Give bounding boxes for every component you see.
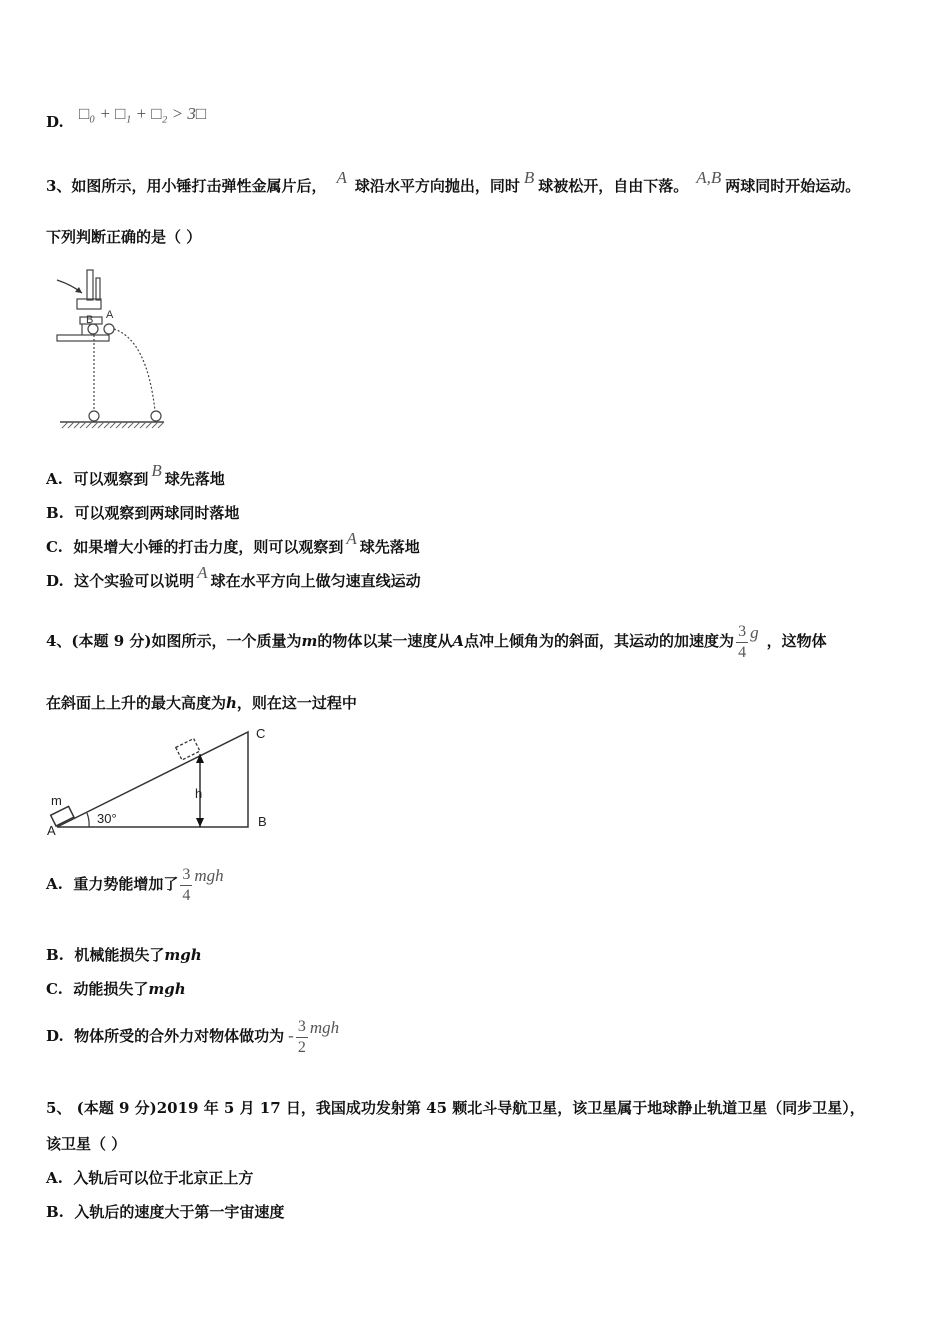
projectile-apparatus-figure: [52, 265, 167, 435]
fraction-3-4: $\frac{3}{4}$: [738, 622, 747, 661]
q3-stem-line2: 下列判断正确的是（ ）: [46, 228, 202, 246]
q4-option-b[interactable]: B. 机械能损失了mgh: [46, 946, 202, 964]
ball-a: [104, 324, 114, 334]
label-c: C: [256, 726, 266, 741]
q3-option-a[interactable]: A. 可以观察到 B 球先落地: [46, 461, 225, 488]
q4-option-d[interactable]: D. 物体所受的合外力对物体做功为 - $\frac{3}{2}$ mgh: [46, 1017, 340, 1056]
incline-triangle: [57, 732, 248, 827]
formula: □₀ + □₁ + □₂ > 3□: [78, 104, 207, 123]
label-h: h: [195, 786, 203, 801]
label-angle: 30°: [97, 811, 117, 826]
q5-stem-line1: 5、 (本题 9 分)2019 年 5 月 17 日，我国成功发射第 45 颗北斗导航卫星，该卫星属于地球静止轨道卫星（同步卫星），: [46, 1099, 865, 1117]
q4-stem-line2: 在斜面上上升的最大高度为h，则在这一过程中: [46, 694, 357, 712]
q5-option-b[interactable]: B. 入轨后的速度大于第一宇宙速度: [46, 1203, 285, 1221]
option-label: D.: [46, 113, 64, 131]
label-b: B: [86, 314, 94, 326]
q3-stem-line1: 3、如图所示，用小锤打击弹性金属片后， A 球沿水平方向抛出，同时 B 球被松开，自由下落。 A,B 两球同时开始运动。: [46, 168, 861, 195]
block-dashed: [176, 739, 200, 760]
q5-stem-line2: 该卫星（ ）: [46, 1135, 127, 1153]
q2-option-d: [46, 104, 207, 132]
angle-arc: [87, 813, 89, 827]
q3-option-b[interactable]: B. 可以观察到两球同时落地: [46, 504, 240, 522]
incline-figure: [44, 722, 276, 840]
q3-option-d[interactable]: D. 这个实验可以说明 A 球在水平方向上做匀速直线运动: [46, 563, 421, 590]
label-a: A: [106, 309, 114, 321]
label-m: m: [51, 793, 62, 808]
q4-option-c[interactable]: C. 动能损失了mgh: [46, 980, 186, 998]
hammer-handle: [87, 270, 93, 300]
platform: [57, 335, 109, 341]
label-b: B: [258, 814, 267, 829]
hammer-clip: [96, 278, 100, 300]
q4-stem-line1: 4、(本题 9 分)如图所示，一个质量为m的物体以某一速度从A点冲上倾角为的斜面，其运动的加速度为 $\frac{3}{4}$ g ，这物体: [46, 622, 827, 661]
label-a: A: [47, 823, 56, 838]
parabolic-path: [114, 329, 155, 411]
q4-option-a[interactable]: A. 重力势能增加了 $\frac{3}{4}$ mgh: [46, 865, 224, 904]
q5-option-a[interactable]: A. 入轨后可以位于北京正上方: [46, 1169, 254, 1187]
q3-option-c[interactable]: C. 如果增大小锤的打击力度，则可以观察到 A 球先落地: [46, 529, 420, 556]
